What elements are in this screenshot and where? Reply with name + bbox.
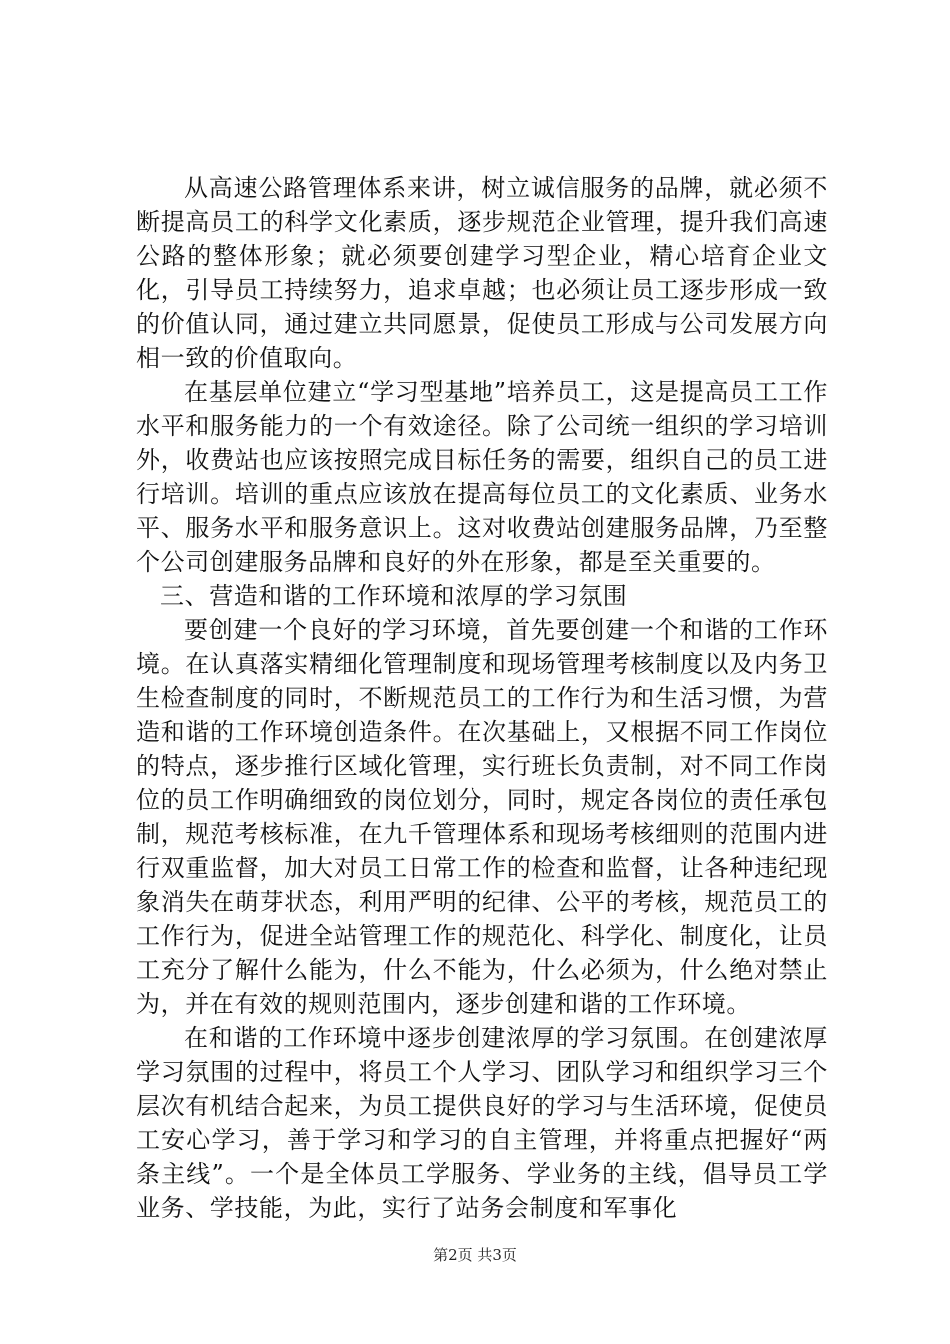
document-body: [136, 171, 828, 1225]
page-number-footer: 第2页 共3页: [433, 1246, 517, 1264]
paragraph-3: 要创建一个良好的学习环境，首先要创建一个和谐的工作环境。在认真落实精细化管理制度和现场管理考核制度以及内务卫生检查制度的同时，不断规范员工的工作行为和生活习惯，为营造和谐的工作环境创造条件。在次基础上，又根据不同工作岗位的特点，逐步推行区域化管理，实行班长负责制，对不同工作岗位的员工作明确细致的岗位划分，同时，规定各岗位的责任承包制，规范考核标准，在九千管理体系和现场考核细则的范围内进行双重监督，加大对员工日常工作的检查和监督，让各种违纪现象消失在萌芽状态，利用严明的纪律、公平的考核，规范员工的工作行为，促进全站管理工作的规范化、科学化、制度化，让员工充分了解什么能为，什么不能为，什么必须为，什么绝对禁止为，并在有效的规则范围内，逐步创建和谐的工作环境。: [136, 616, 828, 1018]
paragraph-2: 在基层单位建立“学习型基地”培养员工，这是提高员工工作水平和服务能力的一个有效途径。除了公司统一组织的学习培训外，收费站也应该按照完成目标任务的需要，组织自己的员工进行培训。培训的重点应该放在提高每位员工的文化素质、业务水平、服务水平和服务意识上。这对收费站创建服务品牌，乃至整个公司创建服务品牌和良好的外在形象，都是至关重要的。: [136, 378, 828, 576]
paragraph-1: 从高速公路管理体系来讲，树立诚信服务的品牌，就必须不断提高员工的科学文化素质，逐步规范企业管理，提升我们高速公路的整体形象；就必须要创建学习型企业，精心培育企业文化，引导员工持续努力，追求卓越；也必须让员工逐步形成一致的价值认同，通过建立共同愿景，促使员工形成与公司发展方向相一致的价值取向。: [136, 174, 828, 372]
section-heading: 三、营造和谐的工作环境和浓厚的学习氛围: [160, 582, 628, 610]
paragraph-4: 在和谐的工作环境中逐步创建浓厚的学习氛围。在创建浓厚学习氛围的过程中，将员工个人学习、团队学习和组织学习三个层次有机结合起来，为员工提供良好的学习与生活环境，促使员工安心学习，善于学习和学习的自主管理，并将重点把握好“两条主线”。一个是全体员工学服务、学业务的主线，倡导员工学业务、学技能，为此，实行了站务会制度和军事化: [136, 1024, 828, 1222]
